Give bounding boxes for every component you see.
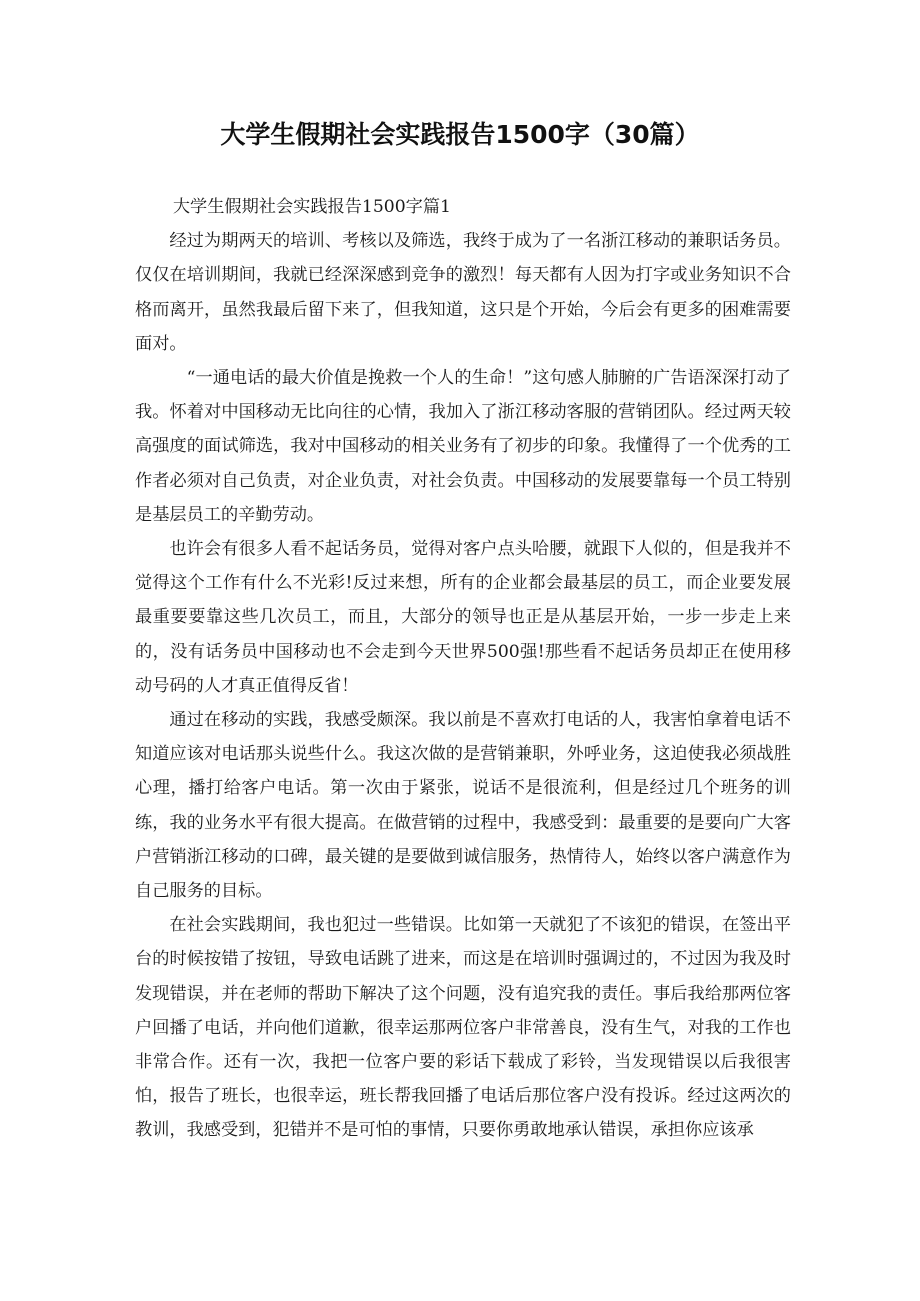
document-title: 大学生假期社会实践报告1500字（30篇）: [220, 120, 700, 149]
document-body: [135, 190, 791, 1148]
section-heading: 大学生假期社会实践报告1500字篇1: [172, 197, 451, 217]
paragraph-4: 通过在移动的实践，我感受颇深。我以前是不喜欢打电话的人，我害怕拿着电话不知道应该对电话那头说些什么。我这次做的是营销兼职，外呼业务，这迫使我必须战胜心理，播打给客户电话。第一次由于紧张，说话不是很流利，但是经过几个班务的训练，我的业务水平有很大提高。在做营销的过程中，我感受到：最重要的是要向广大客户营销浙江移动的口碑，最关键的是要做到诚信服务，热情待人，始终以客户满意作为自己服务的目标。: [135, 710, 791, 902]
paragraph-5: 在社会实践期间，我也犯过一些错误。比如第一天就犯了不该犯的错误，在签出平台的时候按错了按钮，导致电话跳了进来，而这是在培训时强调过的，不过因为我及时发现错误，并在老师的帮助下解决了这个问题，没有追究我的责任。事后我给那两位客户回播了电话，并向他们道歉，很幸运那两位客户非常善良，没有生气，对我的工作也非常合作。还有一次，我把一位客户要的彩话下载成了彩铃，当发现错误以后我很害怕，报告了班长，也很幸运，班长帮我回播了电话后那位客户没有投诉。经过这两次的教训，我感受到，犯错并不是可怕的事情，只要你勇敢地承认错误，承担你应该承: [135, 915, 791, 1141]
paragraph-3: 也许会有很多人看不起话务员，觉得对客户点头哈腰，就跟下人似的，但是我并不觉得这个工作有什么不光彩!反过来想，所有的企业都会最基层的员工，而企业要发展最重要要靠这些几次员工，而且，大部分的领导也正是从基层开始，一步一步走上来的，没有话务员中国移动也不会走到今天世界500强!那些看不起话务员却正在使用移动号码的人才真正值得反省！: [135, 539, 791, 696]
paragraph-1: 经过为期两天的培训、考核以及筛选，我终于成为了一名浙江移动的兼职话务员。仅仅在培训期间，我就已经深深感到竞争的激烈！每天都有人因为打字或业务知识不合格而离开，虽然我最后留下来了，但我知道，这只是个开始，今后会有更多的困难需要面对。: [135, 231, 791, 354]
paragraph-2: “一通电话的最大价值是挽救一个人的生命！”这句感人肺腑的广告语深深打动了我。怀着对中国移动无比向往的心情，我加入了浙江移动客服的营销团队。经过两天较高强度的面试筛选，我对中国移动的相关业务有了初步的印象。我懂得了一个优秀的工作者必须对自己负责，对企业负责，对社会负责。中国移动的发展要靠每一个员工特别是基层员工的辛勤劳动。: [135, 368, 791, 525]
